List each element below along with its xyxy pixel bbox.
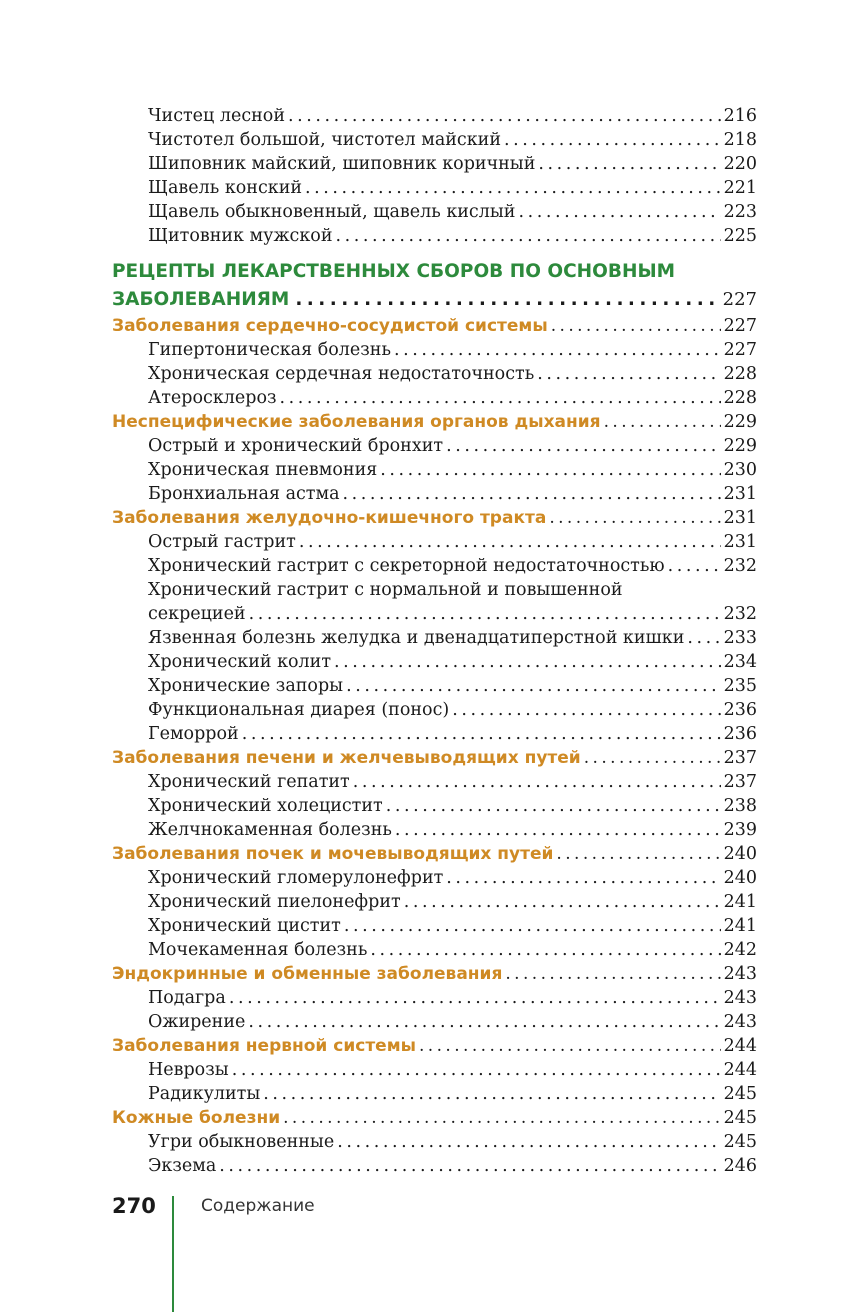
dot-leader [505, 962, 720, 986]
toc-entry[interactable] [112, 386, 757, 410]
toc-chapter-title: Заболевания почек и мочевыводящих путей [112, 844, 554, 864]
toc-entry-page: 223 [723, 202, 757, 222]
dot-leader [446, 434, 721, 458]
toc-entry[interactable] [112, 1058, 757, 1082]
toc-chapter-page: 237 [723, 748, 757, 768]
dot-leader [248, 1010, 720, 1034]
toc-entry-page: 232 [723, 556, 757, 576]
toc-entry-title: Чистотел большой, чистотел майский [148, 130, 501, 150]
toc-entry-title: Неврозы [148, 1060, 229, 1080]
toc-entry[interactable] [112, 1010, 757, 1034]
toc-entry-title: Гипертоническая болезнь [148, 340, 392, 360]
toc-entry-title: Язвенная болезнь желудка и двенадцатиперстной кишки [148, 628, 685, 648]
toc-entry-line1[interactable] [112, 578, 757, 602]
toc-chapter-page: 227 [723, 316, 757, 336]
toc-chapter-page: 240 [723, 844, 757, 864]
toc-entry[interactable] [112, 986, 757, 1010]
dot-leader [404, 890, 721, 914]
toc-entry-title: Бронхиальная астма [148, 484, 340, 504]
toc-entry-page: 245 [723, 1132, 757, 1152]
toc-chapter-title: Эндокринные и обменные заболевания [112, 964, 503, 984]
toc-chapter[interactable] [112, 746, 757, 770]
toc-entry-page: 236 [723, 724, 757, 744]
toc-entry[interactable] [112, 176, 757, 200]
dot-leader [295, 286, 716, 314]
dot-leader [334, 650, 721, 674]
toc-entry[interactable] [112, 200, 757, 224]
dot-leader [346, 674, 721, 698]
toc-entry-title: Щавель конский [148, 178, 303, 198]
toc-entry-page: 240 [723, 868, 757, 888]
dot-leader [446, 866, 720, 890]
toc-entry-page: 246 [723, 1156, 757, 1176]
toc-chapter[interactable] [112, 842, 757, 866]
toc-entry[interactable] [112, 1130, 757, 1154]
dot-leader [299, 530, 721, 554]
toc-section-heading[interactable] [112, 258, 757, 314]
toc-entry[interactable] [112, 152, 757, 176]
dot-leader [283, 1106, 720, 1130]
dot-leader [232, 1058, 721, 1082]
toc-entry-title-cont: секрецией [148, 604, 246, 624]
toc-entry-title: Хронический цистит [148, 916, 341, 936]
toc-entry-page: 234 [723, 652, 757, 672]
dot-leader [394, 338, 721, 362]
toc-entry[interactable] [112, 674, 757, 698]
toc-entry-page: 229 [723, 436, 757, 456]
dot-leader [386, 794, 721, 818]
toc-chapter-page: 243 [723, 964, 757, 984]
toc-entry-title: Чистец лесной [148, 106, 285, 126]
toc-chapter-title: Заболевания желудочно-кишечного тракта [112, 508, 547, 528]
dot-leader [249, 602, 721, 626]
toc-chapter-page: 245 [723, 1108, 757, 1128]
toc-entry[interactable] [112, 482, 757, 506]
toc-entry[interactable] [112, 890, 757, 914]
toc-entry[interactable] [112, 626, 757, 650]
toc-entry[interactable] [112, 602, 757, 626]
toc-entry-title: Острый гастрит [148, 532, 296, 552]
toc-entry[interactable] [112, 434, 757, 458]
dot-leader [395, 818, 721, 842]
toc-entry[interactable] [112, 458, 757, 482]
section-title-line1: РЕЦЕПТЫ ЛЕКАРСТВЕННЫХ СБОРОВ ПО ОСНОВНЫМ [112, 261, 676, 282]
toc-chapter-page: 244 [723, 1036, 757, 1056]
dot-leader [537, 362, 720, 386]
toc-entry-title: Желчнокаменная болезнь [148, 820, 392, 840]
toc-entry-title: Хронический гастрит с нормальной и повышенной [148, 580, 623, 600]
dot-leader [280, 386, 721, 410]
toc-chapter-title: Кожные болезни [112, 1108, 281, 1128]
toc-entry[interactable] [112, 224, 757, 248]
toc-entry-title: Подагра [148, 988, 226, 1008]
toc-entry-page: 242 [723, 940, 757, 960]
toc-entry-title: Хронический гепатит [148, 772, 350, 792]
section-title-line2: ЗАБОЛЕВАНИЯМ [112, 289, 290, 310]
dot-leader [604, 410, 721, 434]
toc-entry-page: 221 [723, 178, 757, 198]
dot-leader [229, 986, 721, 1010]
toc-entry-page: 228 [723, 388, 757, 408]
toc-entry-page: 220 [723, 154, 757, 174]
toc-chapter-page: 229 [723, 412, 757, 432]
footer-divider [172, 1196, 174, 1312]
toc-entry-page: 227 [723, 340, 757, 360]
toc-entry[interactable] [112, 104, 757, 128]
toc-entry-title: Хронический колит [148, 652, 332, 672]
toc-entry[interactable] [112, 128, 757, 152]
dot-leader [518, 200, 720, 224]
toc-entry-page: 216 [723, 106, 757, 126]
toc-entry-page: 233 [723, 628, 757, 648]
toc-entry-title: Экзема [148, 1156, 217, 1176]
dot-leader [343, 482, 721, 506]
toc-chapter-title: Заболевания нервной системы [112, 1036, 416, 1056]
toc-chapter[interactable] [112, 506, 757, 530]
dot-leader [556, 842, 720, 866]
dot-leader [504, 128, 721, 152]
running-header-label: Содержание [201, 1196, 315, 1216]
dot-leader [538, 152, 720, 176]
toc-entry-page: 235 [723, 676, 757, 696]
toc-entry-title: Мочекаменная болезнь [148, 940, 368, 960]
toc-chapter[interactable] [112, 962, 757, 986]
toc-entry-title: Щавель обыкновенный, щавель кислый [148, 202, 516, 222]
toc-entry-title: Ожирение [148, 1012, 246, 1032]
toc-entry-title: Шиповник майский, шиповник коричный [148, 154, 536, 174]
toc-entry-title: Хронический пиелонефрит [148, 892, 401, 912]
toc-entry-page: 232 [723, 604, 757, 624]
dot-leader [263, 1082, 720, 1106]
toc-entry-page: 218 [723, 130, 757, 150]
toc-entry-page: 241 [723, 892, 757, 912]
toc-entry-page: 225 [723, 226, 757, 246]
dot-leader [370, 938, 720, 962]
dot-leader [219, 1154, 720, 1178]
toc-chapter[interactable] [112, 410, 757, 434]
table-of-contents [112, 104, 757, 1178]
toc-entry-title: Атеросклероз [148, 388, 277, 408]
toc-entry-title: Функциональная диарея (понос) [148, 700, 450, 720]
toc-chapter[interactable] [112, 1106, 757, 1130]
toc-entry[interactable] [112, 770, 757, 794]
toc-chapter-title: Неспецифические заболевания органов дыхания [112, 412, 601, 432]
toc-entry[interactable] [112, 794, 757, 818]
toc-entry-title: Хроническая сердечная недостаточность [148, 364, 535, 384]
dot-leader [551, 314, 721, 338]
dot-leader [305, 176, 721, 200]
toc-chapter[interactable] [112, 1034, 757, 1058]
toc-entry[interactable] [112, 338, 757, 362]
toc-entry-title: Геморрой [148, 724, 239, 744]
toc-entry-page: 243 [723, 1012, 757, 1032]
toc-entry-page: 244 [723, 1060, 757, 1080]
dot-leader [344, 914, 721, 938]
toc-chapter-title: Заболевания печени и желчевыводящих путей [112, 748, 581, 768]
toc-chapter-title: Заболевания сердечно-сосудистой системы [112, 316, 548, 336]
dot-leader [242, 722, 721, 746]
toc-entry-page: 238 [723, 796, 757, 816]
dot-leader [335, 224, 720, 248]
toc-entry-title: Хронический гломерулонефрит [148, 868, 444, 888]
dot-leader [337, 1130, 720, 1154]
toc-entry-page: 241 [723, 916, 757, 936]
dot-leader [353, 770, 721, 794]
dot-leader [288, 104, 721, 128]
toc-entry-title: Щитовник мужской [148, 226, 333, 246]
toc-entry-title: Острый и хронический бронхит [148, 436, 444, 456]
toc-chapter-page: 231 [723, 508, 757, 528]
toc-entry[interactable] [112, 1154, 757, 1178]
toc-entry[interactable] [112, 362, 757, 386]
toc-entry-page: 243 [723, 988, 757, 1008]
toc-entry[interactable] [112, 914, 757, 938]
toc-entry[interactable] [112, 554, 757, 578]
toc-entry-page: 245 [723, 1084, 757, 1104]
toc-entry[interactable] [112, 530, 757, 554]
toc-entry-page: 231 [723, 484, 757, 504]
section-page: 227 [722, 289, 757, 310]
toc-entry[interactable] [112, 698, 757, 722]
toc-entry-page: 239 [723, 820, 757, 840]
toc-entry[interactable] [112, 818, 757, 842]
dot-leader [419, 1034, 721, 1058]
toc-entry-page: 228 [723, 364, 757, 384]
toc-entry-title: Хронические запоры [148, 676, 344, 696]
dot-leader [549, 506, 720, 530]
dot-leader [452, 698, 720, 722]
toc-entry-page: 230 [723, 460, 757, 480]
dot-leader [668, 554, 721, 578]
toc-entry[interactable] [112, 1082, 757, 1106]
toc-entry-title: Угри обыкновенные [148, 1132, 335, 1152]
toc-entry-title: Радикулиты [148, 1084, 261, 1104]
toc-entry-page: 237 [723, 772, 757, 792]
toc-entry[interactable] [112, 722, 757, 746]
toc-entry-title: Хронический гастрит с секреторной недостаточностью [148, 556, 665, 576]
toc-entry[interactable] [112, 938, 757, 962]
toc-entry[interactable] [112, 866, 757, 890]
toc-chapter[interactable] [112, 314, 757, 338]
toc-entry-page: 236 [723, 700, 757, 720]
toc-entry-page: 231 [723, 532, 757, 552]
dot-leader [380, 458, 720, 482]
dot-leader [584, 746, 721, 770]
toc-entry-title: Хронический холецистит [148, 796, 383, 816]
page-number: 270 [112, 1194, 156, 1218]
dot-leader [687, 626, 720, 650]
toc-entry-title: Хроническая пневмония [148, 460, 378, 480]
toc-entry[interactable] [112, 650, 757, 674]
